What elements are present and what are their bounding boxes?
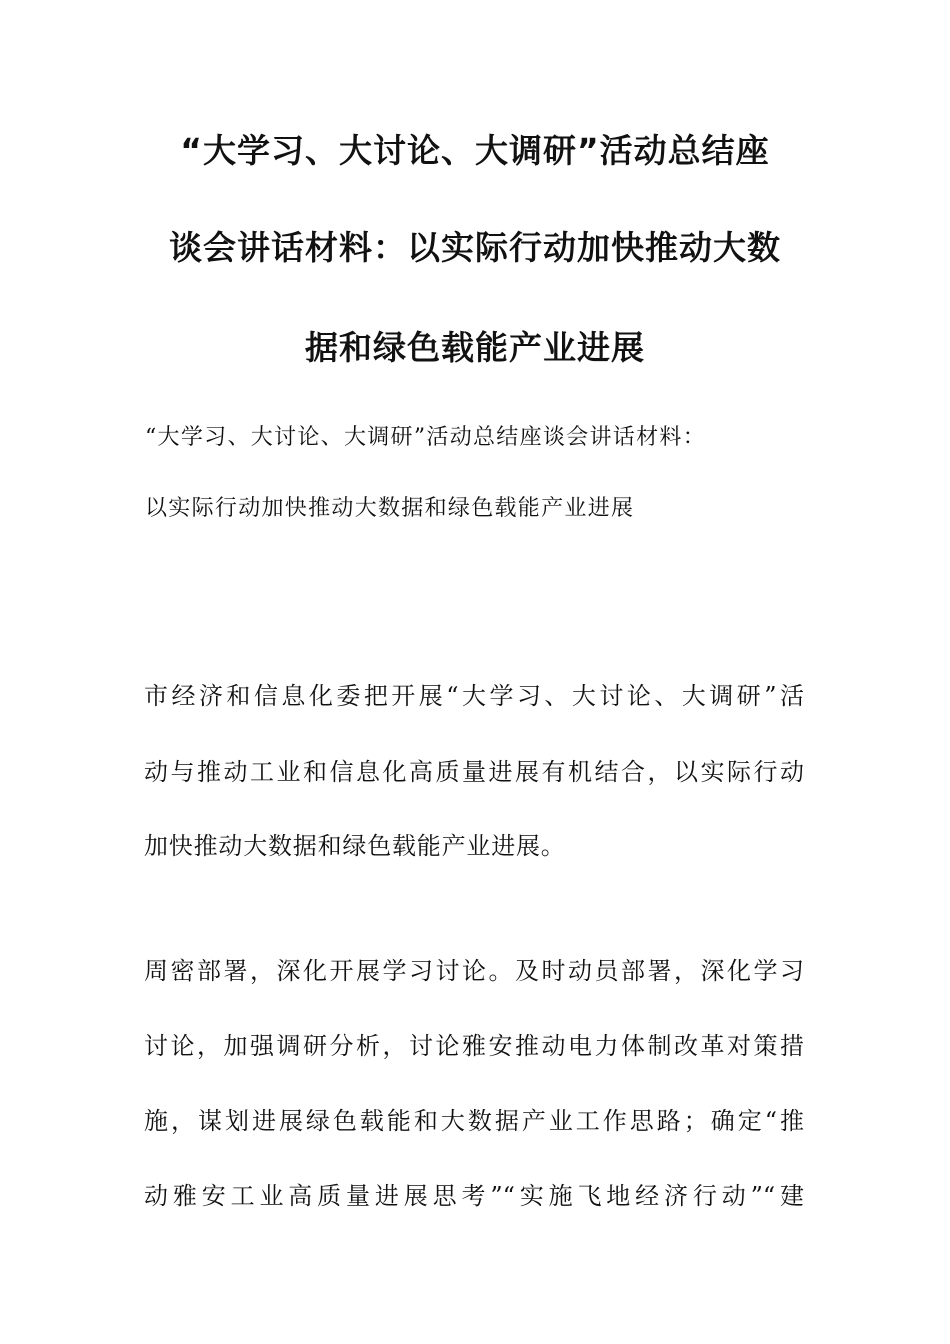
subtitle-line-2: 以实际行动加快推动大数据和绿色载能产业进展: [145, 496, 635, 521]
subtitle-line-1: “大学习、大讨论、大调研”活动总结座谈会讲话材料：: [145, 425, 706, 450]
document-title-line-1: “大学习、大讨论、大调研”活动总结座: [180, 131, 770, 170]
paragraph-1-line-3: 加快推动大数据和绿色载能产业进展。: [144, 832, 566, 860]
paragraph-1-line-2: 动与推动工业和信息化高质量进展有机结合，以实际行动: [144, 758, 804, 786]
paragraph-1-line-1: 市经济和信息化委把开展“大学习、大讨论、大调研”活: [144, 682, 804, 710]
paragraph-2-line-3: 施，谋划进展绿色载能和大数据产业工作思路；确定“推: [144, 1107, 804, 1135]
paragraph-2-line-4: 动雅安工业高质量进展思考”“实施飞地经济行动”“建: [144, 1182, 804, 1210]
paragraph-2-line-1: 周密部署，深化开展学习讨论。及时动员部署，深化学习: [144, 957, 804, 985]
paragraph-2-line-2: 讨论，加强调研分析，讨论雅安推动电力体制改革对策措: [144, 1032, 804, 1060]
document-title-line-3: 据和绿色载能产业进展: [305, 328, 645, 367]
document-title-line-2: 谈会讲话材料：以实际行动加快推动大数: [169, 228, 781, 267]
